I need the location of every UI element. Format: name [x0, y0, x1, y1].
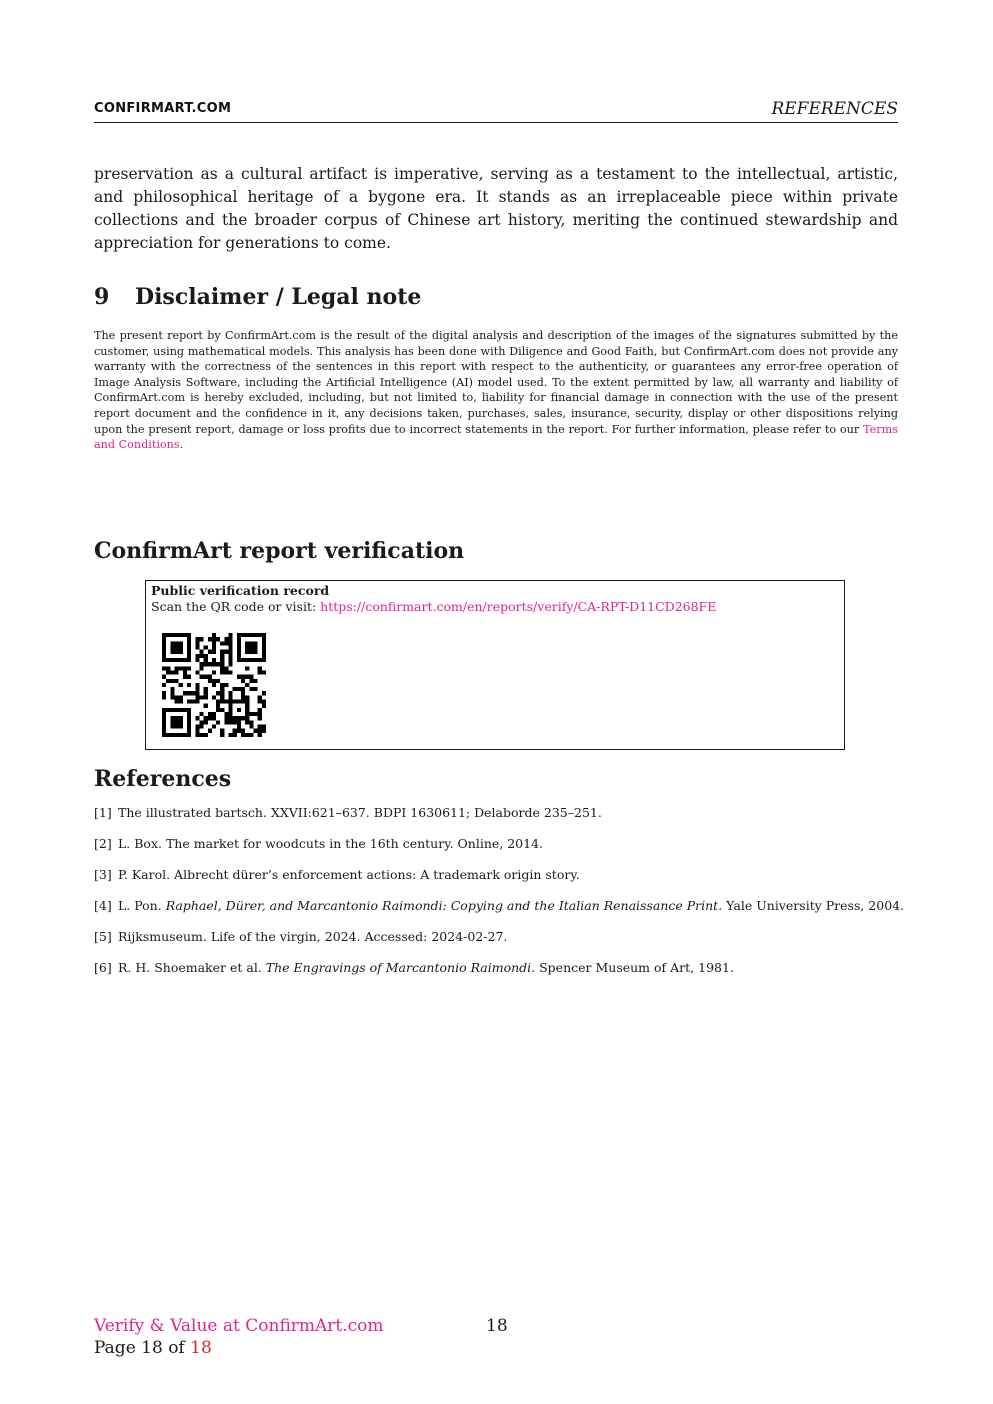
- verification-heading: ConfirmArt report verification: [94, 538, 465, 564]
- running-head: REFERENCES: [771, 99, 898, 119]
- verification-box: [145, 580, 845, 750]
- reference-text: [118, 960, 734, 975]
- footer-page-count: [94, 1338, 212, 1358]
- reference-item: [94, 898, 905, 929]
- footer-site-link[interactable]: Verify & Value at ConfirmArt.com: [94, 1316, 384, 1336]
- reference-label: [3]: [94, 867, 112, 882]
- reference-text: [118, 836, 543, 851]
- terms-link[interactable]: Terms and Conditions: [94, 422, 898, 452]
- disclaimer-body: The present report by ConfirmArt.com is the result of the digital analysis and description of the images of the signatures submitted by the customer, using mathematical models. This analysis has been done with Diligence and Good Faith, but ConfirmArt.com does not provide any warranty with the correctness of the sentences in this report with respect to the authenticity, or guarantees any error-free operation of Image Analysis Software, including the Artificial Intelligence (AI) model used. To the extent permitted by law, all warranty and liability of ConfirmArt.com is hereby excluded, including, but not limited to, liability for financial damage in connection with the use of the present report document and the confidence in it, any decisions taken, purchases, sales, insurance, security, display or other dispositions relying upon the present report, damage or loss profits due to incorrect statements in the report. For further information, please refer to our: [94, 329, 898, 436]
- document-page: [94, 0, 905, 1404]
- reference-text: [118, 805, 602, 820]
- reference-item: [94, 836, 898, 867]
- verification-scan-line: [151, 599, 716, 614]
- reference-label: [4]: [94, 898, 112, 913]
- reference-text: [118, 929, 507, 944]
- section-title: Disclaimer / Legal note: [135, 284, 422, 310]
- reference-item: [94, 867, 898, 898]
- footer-page-number: 18: [486, 1316, 508, 1336]
- section-heading-disclaimer: [94, 284, 421, 310]
- page-header: [94, 99, 898, 123]
- reference-item: [94, 960, 898, 991]
- reference-text-tail: Spencer Museum of Art, 1981.: [535, 960, 734, 975]
- qr-code-icon[interactable]: [162, 633, 266, 737]
- reference-label: [6]: [94, 960, 112, 975]
- reference-text-plain: R. H. Shoemaker et al.: [118, 960, 266, 975]
- reference-text-plain: P. Karol. Albrecht dürer’s enforcement actions: A trademark origin story.: [118, 867, 580, 882]
- page-total[interactable]: 18: [190, 1338, 212, 1358]
- reference-item: [94, 929, 898, 960]
- reference-text-plain: L. Pon.: [118, 898, 166, 913]
- references-heading: References: [94, 766, 232, 792]
- reference-label: [2]: [94, 836, 112, 851]
- reference-text-tail: Yale University Press, 2004.: [722, 898, 905, 913]
- section-number: 9: [94, 284, 110, 310]
- reference-label: [1]: [94, 805, 112, 820]
- reference-item: [94, 805, 898, 836]
- references-list: [94, 805, 905, 991]
- reference-text: [118, 867, 580, 882]
- disclaimer-text: [94, 328, 898, 453]
- reference-label: [5]: [94, 929, 112, 944]
- reference-text-plain: Rijksmuseum. Life of the virgin, 2024. Accessed: 2024-02-27.: [118, 929, 508, 944]
- verification-url-link[interactable]: https://confirmart.com/en/reports/verify/CA-RPT-D11CD268FE: [320, 599, 717, 614]
- reference-text-plain: The illustrated bartsch. XXVII:621–637. BDPI 1630611; Delaborde 235–251.: [118, 805, 602, 820]
- confirmart-logo: CONFIRMART.COM: [94, 101, 232, 116]
- reference-text: [118, 898, 904, 913]
- reference-text-plain: L. Box. The market for woodcuts in the 16th century. Online, 2014.: [118, 836, 544, 851]
- verification-record-title: Public verification record: [151, 583, 330, 598]
- intro-paragraph: preservation as a cultural artifact is imperative, serving as a testament to the intellectual, artistic, and philosophical heritage of a bygone era. It stands as an irreplaceable piece within private collections and the broader corpus of Chinese art history, meriting the continued stewardship and appreciation for generations to come.: [94, 165, 898, 252]
- scan-text: Scan the QR code or visit:: [151, 599, 321, 614]
- reference-title-italic: The Engravings of Marcantonio Raimondi.: [265, 960, 536, 975]
- page-count-prefix: Page 18 of: [94, 1338, 191, 1358]
- disclaimer-end: .: [179, 438, 184, 452]
- reference-title-italic: Raphael, Dürer, and Marcantonio Raimondi: Copying and the Italian Renaissance Print.: [165, 898, 723, 913]
